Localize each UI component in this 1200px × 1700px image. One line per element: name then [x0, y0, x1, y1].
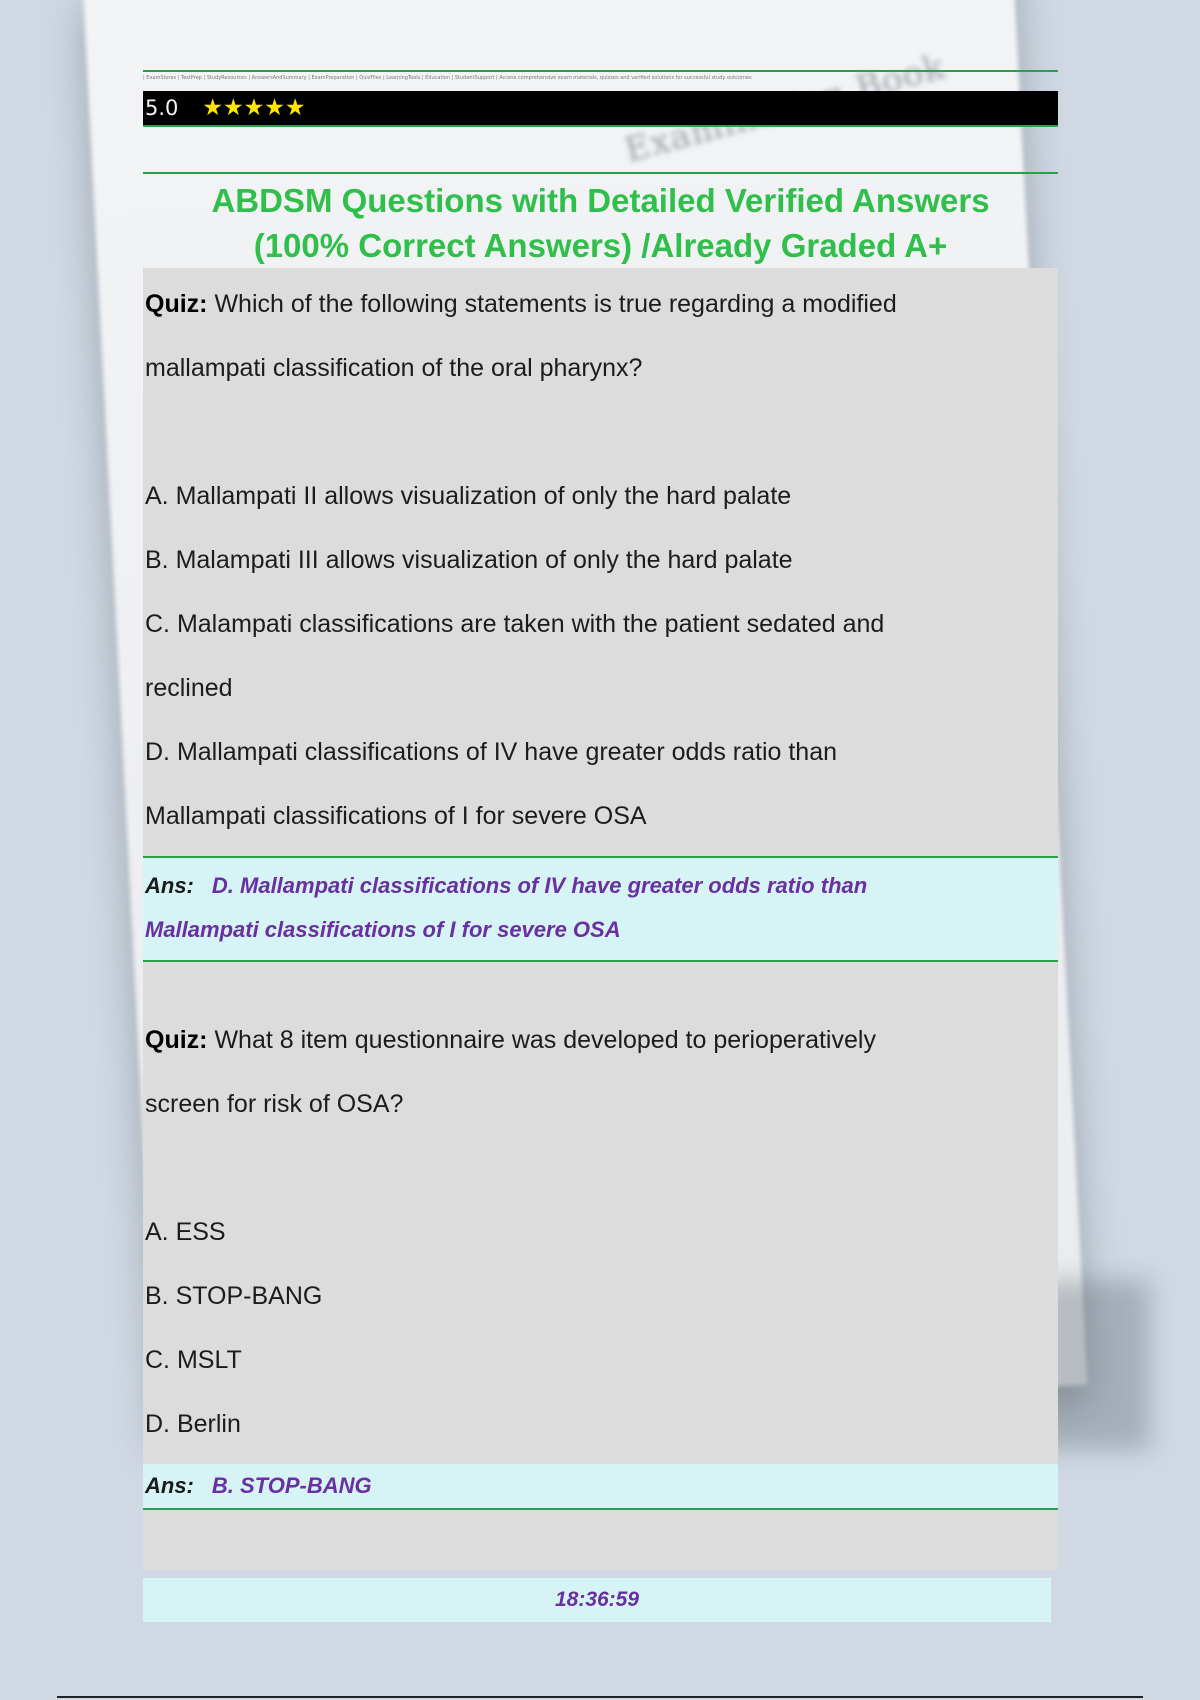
- ans-label: Ans:: [145, 873, 194, 898]
- document-title-line2: (100% Correct Answers) /Already Graded A+: [253, 227, 948, 264]
- answer-text: D. Mallampati classifications of IV have greater odds ratio than: [211, 873, 868, 898]
- answer-option-continued: reclined: [145, 674, 233, 702]
- answer-option: A. Mallampati II allows visualization of only the hard palate: [145, 482, 792, 510]
- answer-block-1: [143, 856, 1058, 962]
- rating-value: 5.0: [145, 96, 179, 120]
- question-line: What 8 item questionnaire was developed to perioperatively: [214, 1026, 876, 1054]
- question-block-2: [143, 1008, 1058, 1464]
- spacer: [145, 1136, 1056, 1200]
- timestamp-bar: [143, 1578, 1051, 1622]
- spacer: [143, 1510, 1058, 1570]
- answer-option: B. STOP-BANG: [145, 1282, 323, 1310]
- answer-option-continued: Mallampati classifications of I for severe OSA: [145, 802, 647, 830]
- title-block: [143, 172, 1058, 268]
- spacer: [145, 400, 1056, 464]
- star-rating-icon: ★★★★★: [202, 95, 306, 121]
- answer-text: B. STOP-BANG: [211, 1473, 372, 1498]
- quiz-label: Quiz:: [145, 290, 208, 318]
- answer-line: [145, 864, 1056, 908]
- header-tagline: | ExamStores | TestPrep | StudyResources | AnswersAndSummary | ExamPreparation | QuizFiles | LearningTools | Education | StudentSupport | Access comprehensive exam materials, quizzes and verified solutions for successful study outcomes: [143, 70, 1058, 91]
- answer-option: A. ESS: [145, 1218, 226, 1246]
- question-block-1: [143, 268, 1058, 856]
- timestamp: 18:36:59: [554, 1588, 640, 1611]
- answer-option: D. Berlin: [145, 1410, 241, 1438]
- answer-option: D. Mallampati classifications of IV have greater odds ratio than: [145, 738, 838, 766]
- answer-option: B. Malampati III allows visualization of only the hard palate: [145, 546, 793, 574]
- document-title-line1: ABDSM Questions with Detailed Verified Answers: [211, 182, 990, 219]
- answer-block-2: [143, 1464, 1058, 1510]
- answer-line: Mallampati classifications of I for severe OSA: [145, 917, 621, 942]
- answer-line: [145, 1464, 1056, 1508]
- quiz-label: Quiz:: [145, 1026, 208, 1054]
- answer-option: C. Malampati classifications are taken with the patient sedated and: [145, 610, 885, 638]
- ans-label: Ans:: [145, 1473, 194, 1498]
- document-content: [143, 70, 1058, 1622]
- question-line: mallampati classification of the oral pharynx?: [145, 354, 643, 382]
- bottom-divider: [57, 1696, 1143, 1698]
- question-line: Which of the following statements is true regarding a modified: [214, 290, 897, 318]
- question-line: screen for risk of OSA?: [145, 1090, 404, 1118]
- question-text: [145, 1008, 1056, 1072]
- rating-bar: [143, 91, 1058, 127]
- answer-option: C. MSLT: [145, 1346, 242, 1374]
- spacer: [143, 962, 1058, 1008]
- question-text: [145, 272, 1056, 336]
